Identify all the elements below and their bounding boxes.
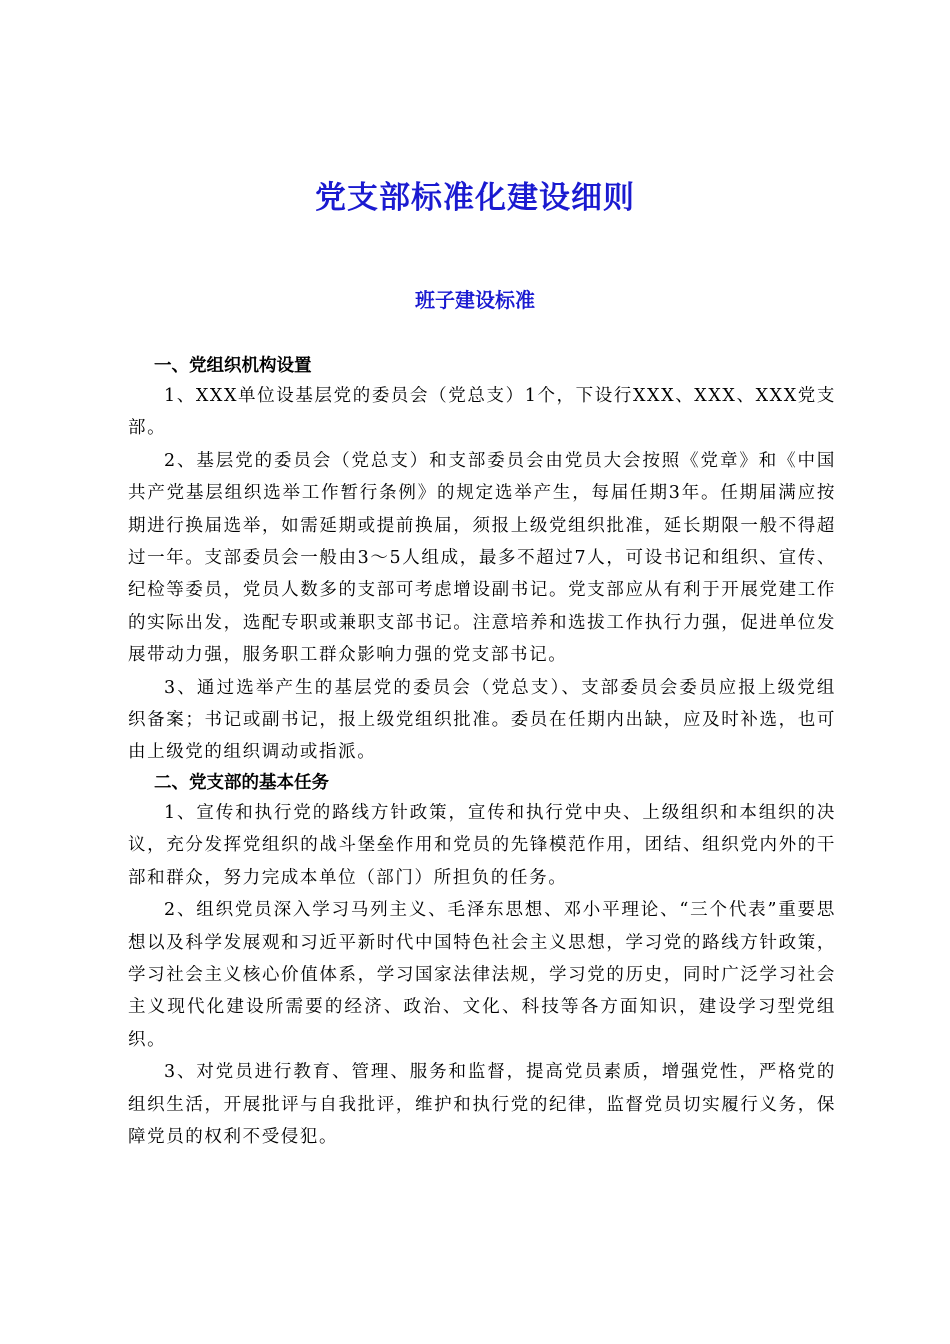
document-title: 党支部标准化建设细则 [315,180,635,216]
document-body [128,352,836,1153]
paragraph: 2、基层党的委员会（党总支）和支部委员会由党员大会按照《党章》和《中国共产党基层组织选举工作暂行条例》的规定选举产生，每届任期3年。任期届满应按期进行换届选举，如需延期或提前换届，须报上级党组织批准，延长期限一般不得超过一年。支部委员会一般由3～5人组成，最多不超过7人，可设书记和组织、宣传、纪检等委员，党员人数多的支部可考虑增设副书记。党支部应从有利于开展党建工作的实际出发，选配专职或兼职支部书记。注意培养和选拔工作执行力强，促进单位发展带动力强，服务职工群众影响力强的党支部书记。 [128,450,836,666]
section-heading: 二、党支部的基本任务 [154,772,329,793]
paragraph: 3、对党员进行教育、管理、服务和监督，提高党员素质，增强党性，严格党的组织生活，开展批评与自我批评，维护和执行党的纪律，监督党员切实履行义务，保障党员的权利不受侵犯。 [128,1062,836,1147]
paragraph: 1、XXX单位设基层党的委员会（党总支）1个，下设行XXX、XXX、XXX党支部。 [128,386,836,439]
document-subtitle: 班子建设标准 [415,288,535,312]
paragraph: 2、组织党员深入学习马列主义、毛泽东思想、邓小平理论、“三个代表”重要思想以及科学发展观和习近平新时代中国特色社会主义思想，学习党的路线方针政策，学习社会主义核心价值体系，学习国家法律法规，学习党的历史，同时广泛学习社会主义现代化建设所需要的经济、政治、文化、科技等各方面知识，建设学习型党组织。 [128,900,836,1050]
paragraph: 1、宣传和执行党的路线方针政策，宣传和执行党中央、上级组织和本组织的决议，充分发挥党组织的战斗堡垒作用和党员的先锋模范作用，团结、组织党内外的干部和群众，努力完成本单位（部门）所担负的任务。 [128,802,836,888]
section-heading: 一、党组织机构设置 [154,356,312,376]
paragraph: 3、通过选举产生的基层党的委员会（党总支）、支部委员会委员应报上级党组织备案；书记或副书记，报上级党组织批准。委员在任期内出缺，应及时补选，也可由上级党的组织调动或指派。 [128,677,836,763]
